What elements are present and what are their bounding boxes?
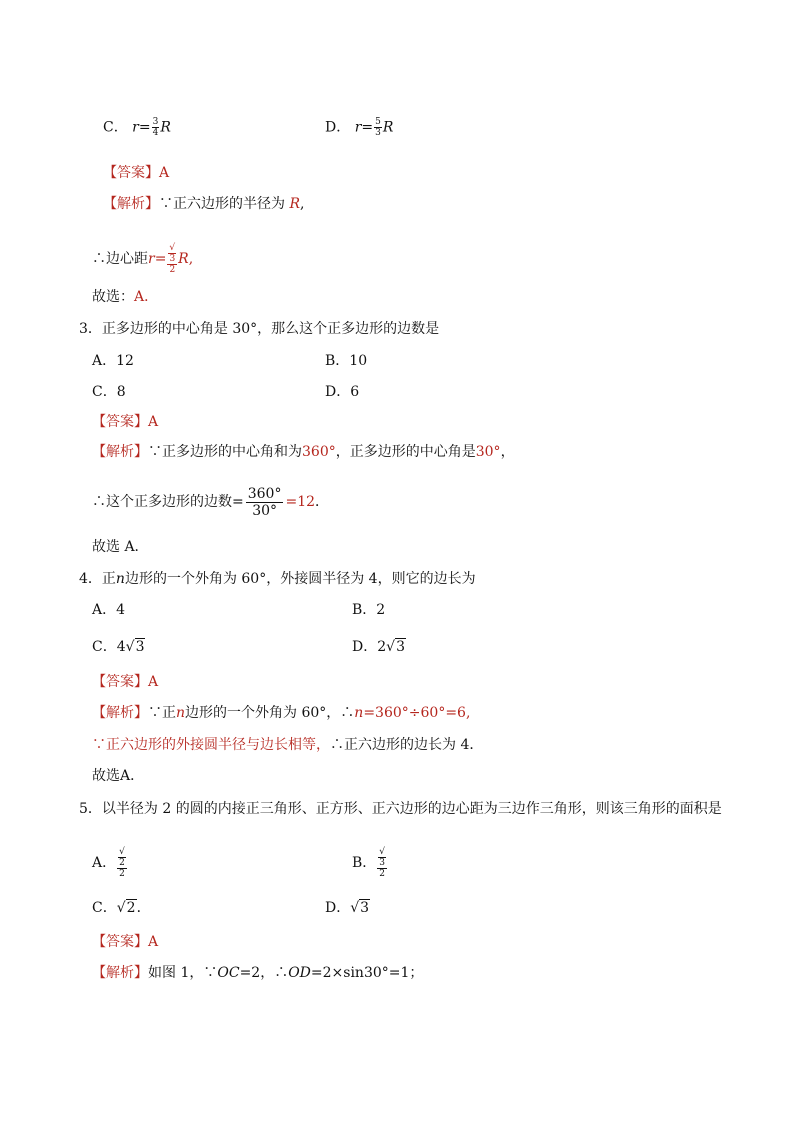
option-label: A．	[92, 602, 117, 618]
option-var-R: R	[382, 119, 394, 136]
analysis-tag: 【解析】	[92, 705, 148, 721]
choose-value: A．	[134, 289, 159, 305]
q5-option-b[interactable]	[352, 847, 388, 879]
q4-analysis-line2	[92, 736, 483, 754]
option-fraction	[117, 847, 127, 879]
analysis-var-n: n	[176, 705, 186, 721]
option-label: A．	[92, 855, 117, 871]
analysis-text: 如图 1，∵	[148, 965, 218, 981]
analysis-tag: 【解析】	[92, 444, 148, 460]
analysis-text: ∵正多边形的中心角和为	[148, 444, 302, 460]
option-label: D．	[325, 384, 351, 400]
fraction-denominator: 3	[375, 128, 381, 138]
analysis-fraction	[246, 486, 284, 519]
q3-stem: 3．正多边形的中心角是 30°，那么这个正多边形的边数是	[79, 321, 440, 337]
q4-option-a[interactable]	[92, 601, 125, 619]
fraction-denominator: 4	[152, 128, 159, 138]
q5-option-a[interactable]	[92, 847, 128, 879]
q5-option-d[interactable]	[325, 899, 370, 917]
fraction-denominator: 2	[169, 265, 176, 275]
q5-stem: 5．以半径为 2 的圆的内接正三角形、正方形、正六边形的边心距为三边作三角形，则该三角形的面积是	[79, 801, 722, 817]
q3-option-d[interactable]	[325, 383, 359, 401]
analysis-var-n: n	[354, 705, 364, 721]
q4-option-b[interactable]	[352, 601, 385, 619]
q5-analysis	[92, 964, 423, 982]
formula-fraction	[167, 243, 177, 275]
option-label: C．	[92, 384, 117, 400]
option-label: B．	[352, 602, 377, 618]
analysis-text: ∴这个正多边形的边数=	[92, 494, 244, 510]
fraction-numerator	[377, 847, 387, 869]
q4-option-d[interactable]	[352, 638, 406, 656]
analysis-formula: =360°÷60°=6,	[363, 705, 471, 721]
formula-var-R: R	[178, 251, 189, 267]
analysis-formula	[148, 243, 194, 275]
analysis-var-od: OD	[288, 965, 311, 981]
stem-var-n: n	[115, 571, 125, 587]
fraction-numerator: 360°	[247, 485, 282, 502]
answer-tag: 【答案】	[92, 414, 148, 430]
option-value: 10	[349, 353, 368, 369]
analysis-end: ．	[315, 494, 330, 510]
sqrt-radicand: 2	[126, 900, 136, 916]
option-value: 12	[116, 353, 134, 369]
option-value: 4	[116, 602, 126, 618]
analysis-tag: 【解析】	[103, 196, 159, 212]
formula-eq: =	[154, 251, 167, 267]
option-var-R: R	[160, 119, 171, 136]
q2-analysis	[103, 195, 304, 213]
option-label: C．	[92, 639, 117, 655]
answer-tag: 【答案】	[92, 934, 148, 950]
option-value: 8	[116, 384, 126, 400]
option-label: A．	[92, 353, 117, 369]
analysis-text: ∴正六边形的边长为 4．	[330, 737, 484, 753]
analysis-text: =2，∴	[239, 965, 289, 981]
option-label: D．	[352, 639, 378, 655]
option-coefficient: 2	[377, 639, 387, 655]
analysis-text-red: ∵正六边形的外接圆半径与边长相等，	[92, 737, 330, 753]
option-fraction	[152, 117, 160, 138]
option-coefficient: 4	[116, 639, 126, 655]
analysis-text: ∵正	[148, 705, 176, 721]
fraction-denominator: 2	[119, 869, 125, 879]
analysis-text: =2×sin30°=1；	[310, 965, 424, 981]
analysis-var-oc: OC	[217, 965, 240, 981]
q3-option-a[interactable]	[92, 352, 134, 370]
q3-analysis	[92, 443, 515, 461]
q4-choose: 故选A．	[92, 768, 145, 784]
fraction-numerator	[167, 243, 177, 265]
q5-answer	[92, 933, 158, 951]
analysis-end: ,	[300, 196, 305, 212]
answer-value: A	[159, 165, 170, 181]
option-fraction	[374, 117, 382, 138]
analysis-value: 360°	[302, 444, 336, 460]
q2-choose	[92, 288, 158, 306]
answer-tag: 【答案】	[103, 165, 159, 181]
answer-value: A	[148, 934, 159, 950]
option-var-r: r	[354, 119, 362, 136]
sqrt-sign: √3	[386, 639, 405, 655]
analysis-text: ，正多边形的中心角是	[335, 444, 476, 460]
fraction-numerator: 5	[375, 117, 381, 127]
option-label: C．	[103, 119, 128, 136]
answer-tag: 【答案】	[92, 674, 148, 690]
option-tail: ．	[136, 900, 151, 916]
sqrt-sign: √ 2	[119, 847, 125, 868]
q2-analysis-line2	[92, 243, 193, 275]
sqrt-radicand: 3	[169, 254, 176, 264]
q4-analysis	[92, 704, 470, 722]
q2-option-c[interactable]	[103, 117, 171, 138]
option-label: C．	[92, 900, 117, 916]
sqrt-sign: √ 3	[379, 847, 386, 868]
q3-answer	[92, 413, 158, 431]
formula-var-r: r	[148, 251, 155, 267]
option-label: D．	[325, 900, 351, 916]
fraction-denominator: 2	[379, 869, 386, 879]
option-label: B．	[352, 855, 377, 871]
sqrt-radicand: 2	[119, 858, 125, 868]
q2-option-d[interactable]	[325, 117, 393, 138]
answer-value: A	[148, 414, 159, 430]
fraction-denominator: 30°	[252, 502, 278, 519]
q4-stem	[79, 570, 476, 588]
analysis-var-R: R	[289, 196, 300, 212]
q4-answer	[92, 673, 158, 691]
option-eq: =	[361, 119, 374, 136]
option-value: 6	[350, 384, 360, 400]
formula-end: ,	[188, 251, 194, 267]
sqrt-sign: √ 3	[169, 243, 176, 264]
q3-choose: 故选 A．	[92, 539, 149, 555]
stem-text: 边形的一个外角为 60°，外接圆半径为 4，则它的边长为	[124, 571, 476, 587]
option-label: D．	[325, 119, 351, 136]
analysis-text: ∴边心距	[92, 251, 148, 267]
analysis-result: =12	[285, 494, 316, 510]
analysis-text: 边形的一个外角为 60°，∴	[185, 705, 355, 721]
sqrt-sign: √3	[350, 900, 370, 916]
option-var-r: r	[132, 119, 139, 136]
sqrt-radicand: 3	[379, 858, 386, 868]
option-value: 2	[376, 602, 386, 618]
q4-option-c[interactable]	[92, 638, 145, 656]
sqrt-radicand: 3	[135, 639, 145, 655]
option-label: B．	[325, 353, 350, 369]
sqrt-radicand: 3	[396, 639, 405, 655]
answer-value: A	[148, 674, 159, 690]
q2-answer	[103, 164, 169, 182]
q3-option-b[interactable]	[325, 352, 367, 370]
analysis-tag: 【解析】	[92, 965, 148, 981]
fraction-numerator: 3	[152, 117, 159, 127]
sqrt-sign: √2	[116, 900, 136, 916]
sqrt-sign: √3	[125, 639, 145, 655]
q3-option-c[interactable]	[92, 383, 126, 401]
option-fraction	[377, 847, 387, 879]
sqrt-radicand: 3	[360, 900, 370, 916]
choose-text: 故选：	[92, 289, 134, 305]
analysis-value: 30°	[475, 444, 501, 460]
analysis-end: ，	[500, 444, 515, 460]
analysis-text: ∵正六边形的半径为	[159, 196, 285, 212]
fraction-numerator	[117, 847, 127, 869]
option-eq: =	[138, 119, 151, 136]
stem-text: 4．正	[79, 571, 116, 587]
q5-option-c[interactable]	[92, 899, 151, 917]
q3-analysis-line2	[92, 482, 329, 522]
